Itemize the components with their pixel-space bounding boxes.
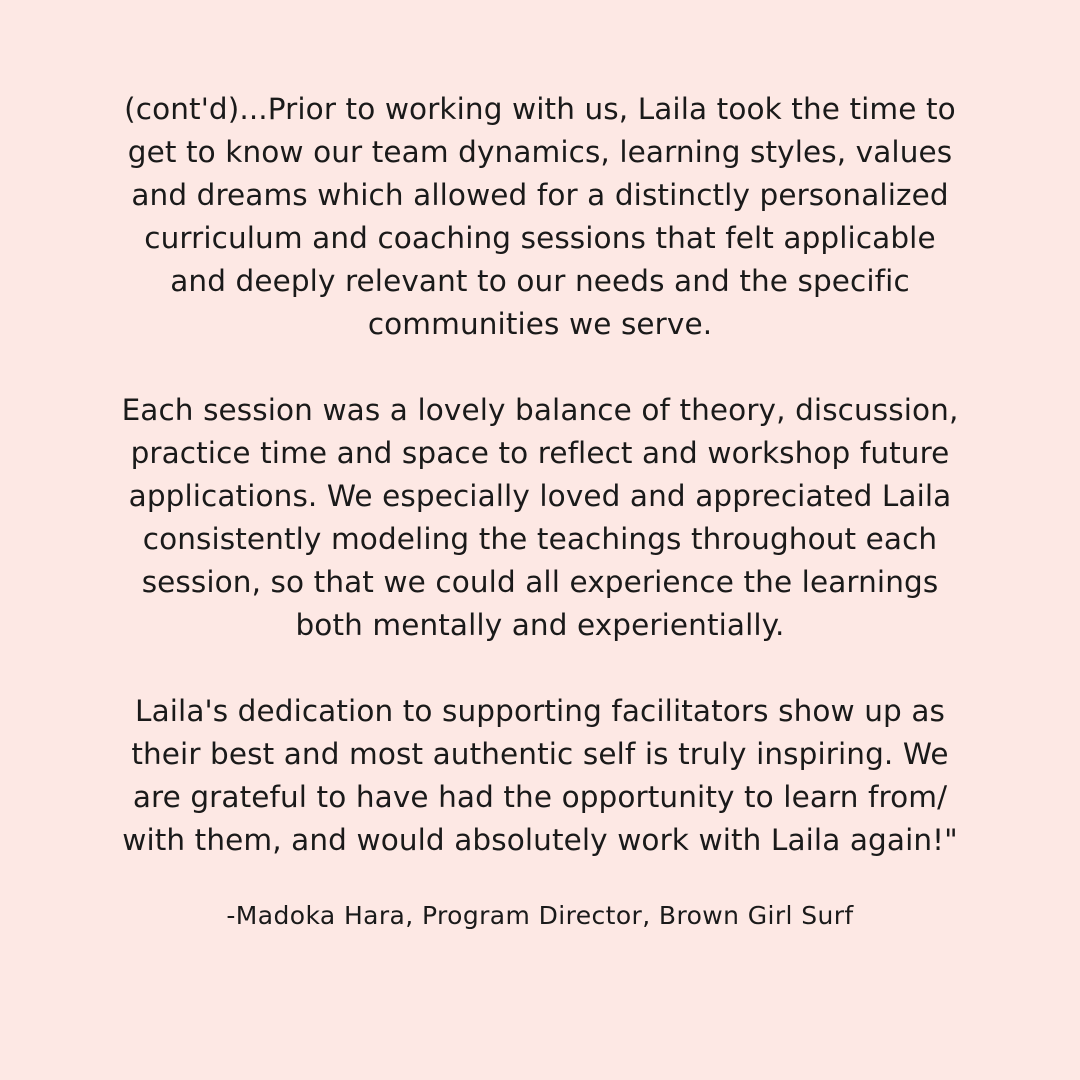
quote-line: are grateful to have had the opportunity to learn from/ — [132, 780, 948, 814]
quote-line: consistently modeling the teachings throughout each — [142, 522, 938, 556]
quote-line: (cont'd)...Prior to working with us, Laila took the time to — [124, 92, 956, 126]
quote-line: with them, and would absolutely work with Laila again!" — [122, 823, 958, 857]
testimonial-quote — [80, 88, 1000, 905]
quote-line: both mentally and experientially. — [295, 608, 785, 642]
quote-line: session, so that we could all experience the learnings — [141, 565, 939, 599]
quote-line: practice time and space to reflect and workshop future — [130, 436, 950, 470]
testimonial-attribution: -Madoka Hara, Program Director, Brown Girl Surf — [226, 901, 854, 930]
quote-paragraph-2 — [80, 389, 1000, 647]
quote-line: get to know our team dynamics, learning styles, values — [127, 135, 953, 169]
quote-line: their best and most authentic self is truly inspiring. We — [131, 737, 949, 771]
quote-paragraph-3 — [80, 690, 1000, 862]
quote-line: Laila's dedication to supporting facilitators show up as — [135, 694, 945, 728]
quote-paragraph-1 — [80, 88, 1000, 346]
quote-line: and dreams which allowed for a distinctly personalized — [131, 178, 949, 212]
quote-line: applications. We especially loved and appreciated Laila — [128, 479, 952, 513]
quote-line: communities we serve. — [367, 307, 713, 341]
quote-line: curriculum and coaching sessions that felt applicable — [144, 221, 936, 255]
quote-line: Each session was a lovely balance of theory, discussion, — [121, 393, 959, 427]
quote-line: and deeply relevant to our needs and the specific — [170, 264, 910, 298]
